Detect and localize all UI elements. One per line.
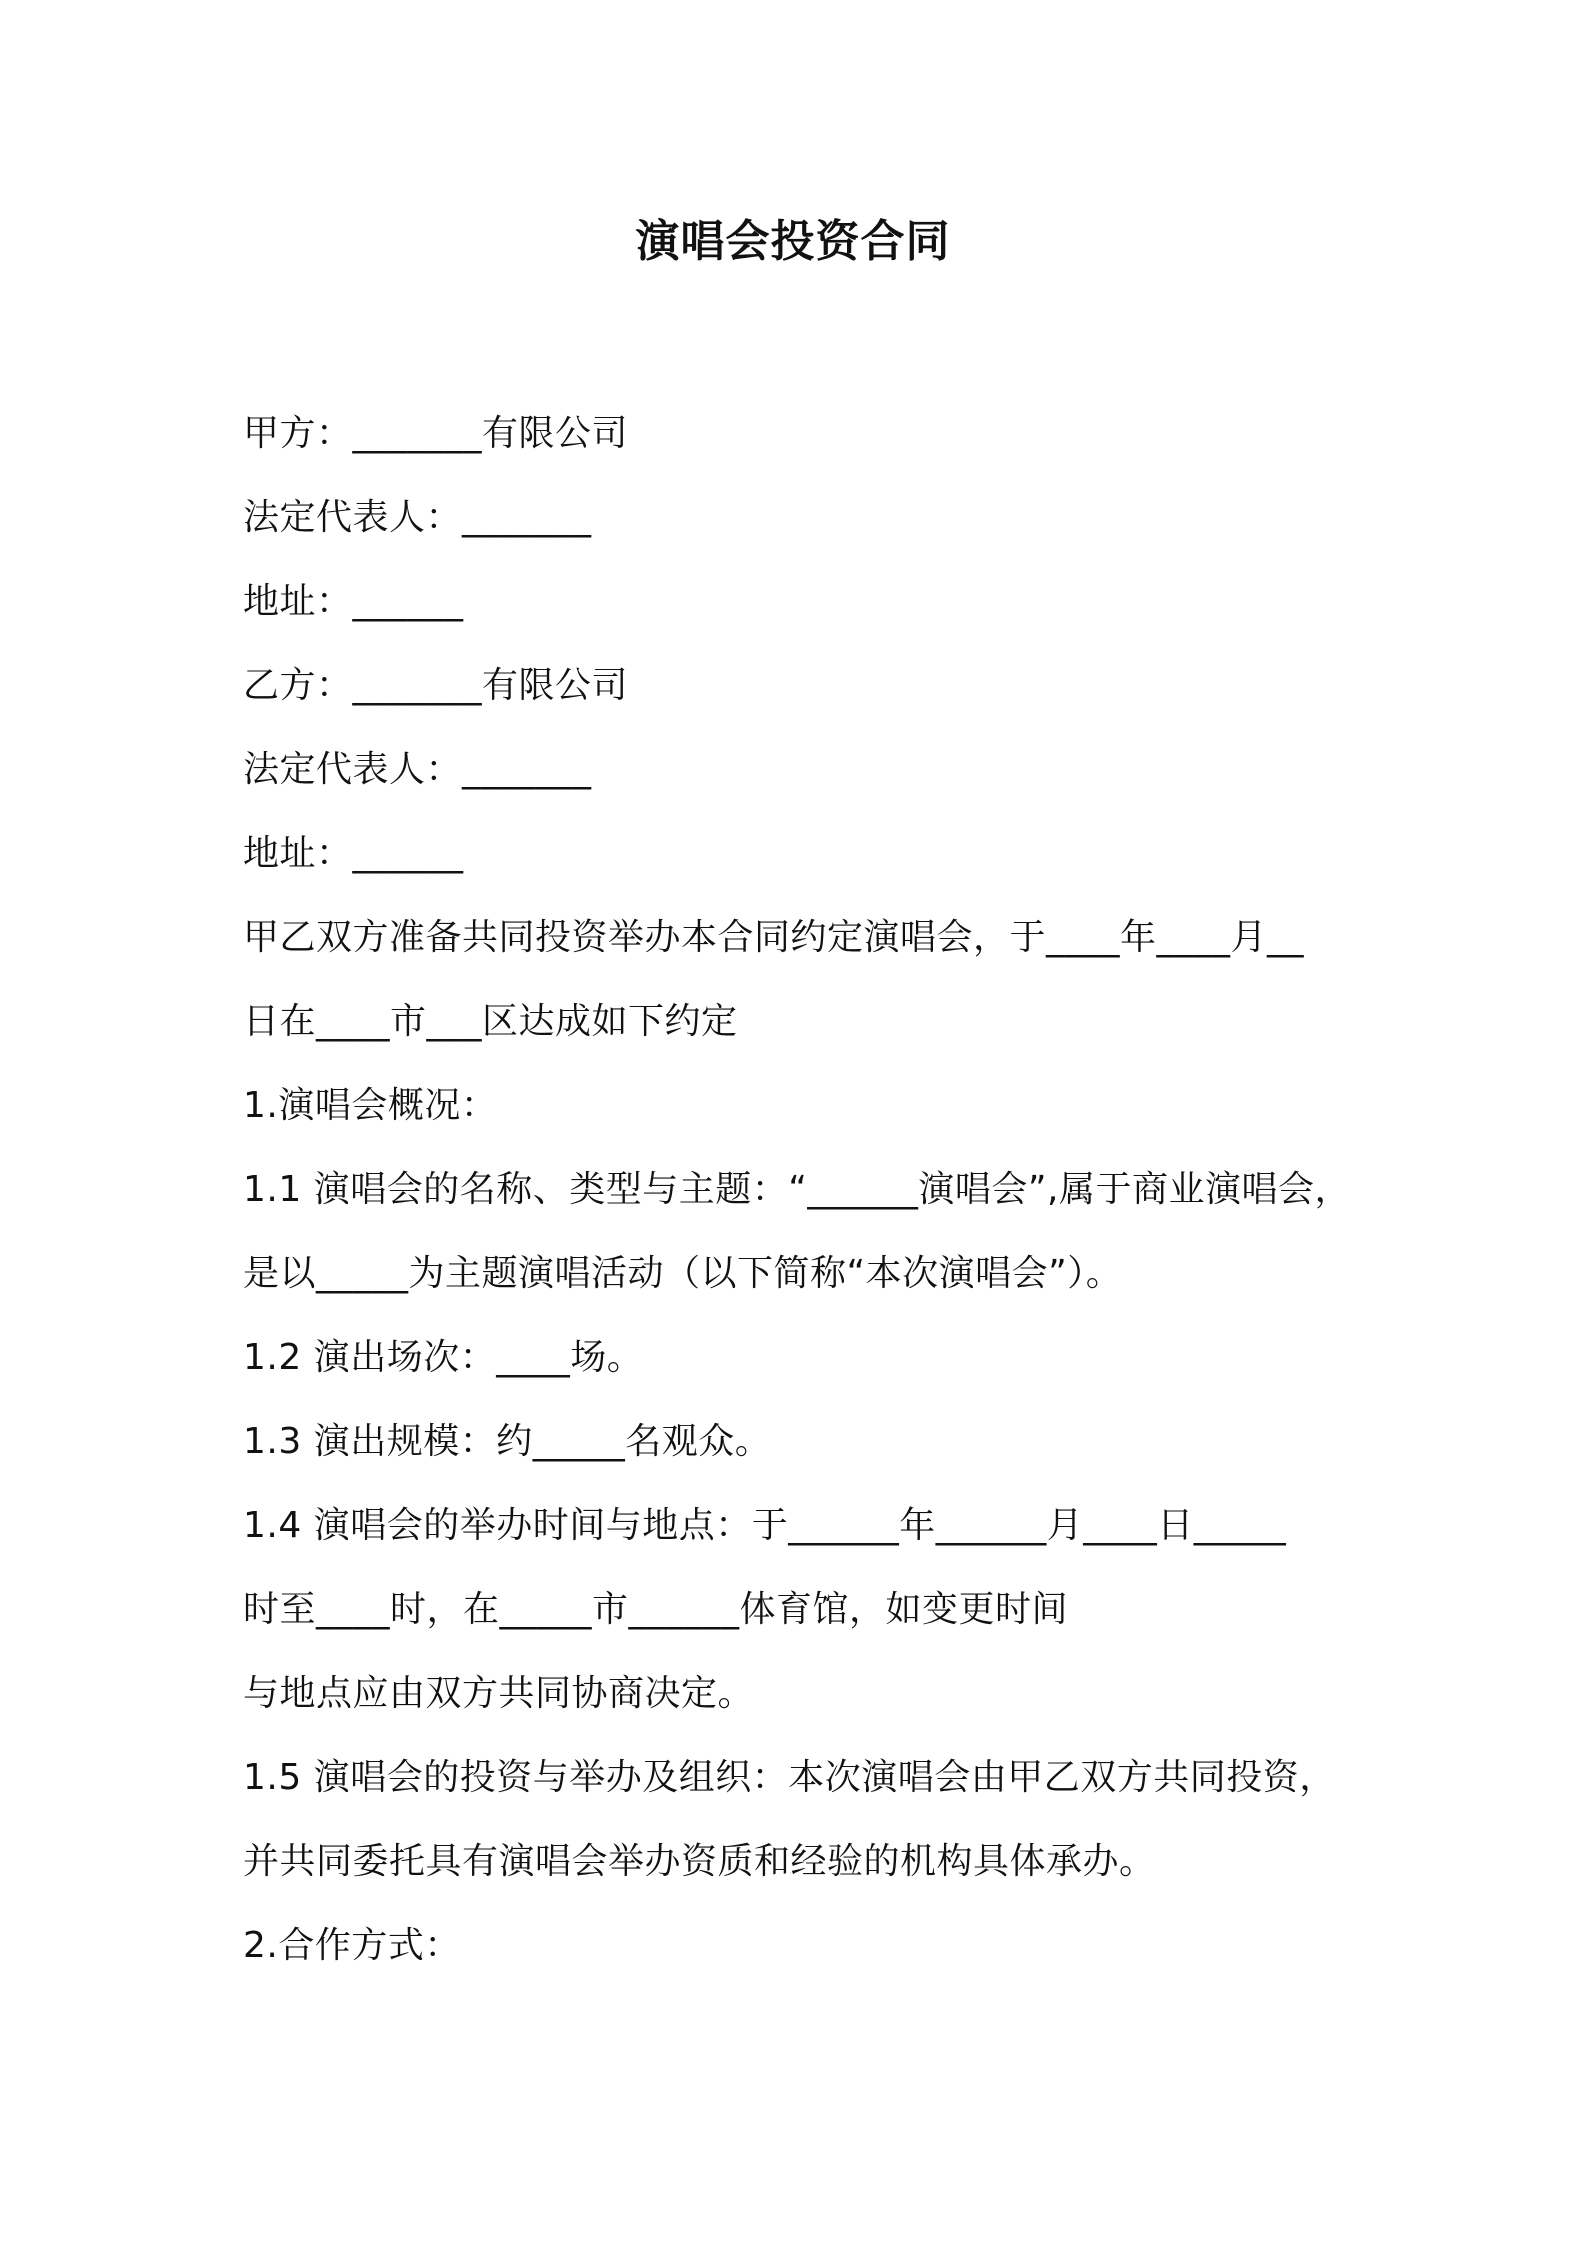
party-a-line: 甲方：_______有限公司: [243, 413, 629, 454]
clause-line: 1.1 演唱会的名称、类型与主题：“______演唱会”,属于商业演唱会，: [243, 1169, 1351, 1210]
contract-body: [243, 408, 1383, 2004]
clause-line: 1.2 演出场次：____场。: [243, 1337, 644, 1378]
document-title: 演唱会投资合同: [635, 216, 951, 267]
clause-line: 1.5 演唱会的投资与举办及组织：本次演唱会由甲乙双方共同投资，: [243, 1757, 1336, 1798]
clause-line: 1.3 演出规模：约_____名观众。: [243, 1421, 772, 1462]
section-heading: 2.合作方式：: [243, 1925, 461, 1966]
party-a-representative-line: 法定代表人：_______: [243, 497, 592, 538]
section-heading: 1.演唱会概况：: [243, 1085, 498, 1126]
clause-line: 是以_____为主题演唱活动（以下简称“本次演唱会”）。: [243, 1253, 1123, 1294]
preamble-line: 甲乙双方准备共同投资举办本合同约定演唱会，于____年____月__: [243, 917, 1305, 958]
party-a-address-line: 地址：______: [243, 581, 464, 622]
clause-line: 1.4 演唱会的举办时间与地点：于______年______月____日_____: [243, 1505, 1287, 1546]
party-b-address-line: 地址：______: [243, 833, 464, 874]
party-b-line: 乙方：_______有限公司: [243, 665, 629, 706]
preamble-line: 日在____市___区达成如下约定: [243, 1001, 738, 1042]
clause-line: 时至____时，在_____市______体育馆，如变更时间: [243, 1589, 1069, 1630]
clause-line: 并共同委托具有演唱会举办资质和经验的机构具体承办。: [243, 1841, 1156, 1882]
clause-line: 与地点应由双方共同协商决定。: [243, 1673, 755, 1714]
party-b-representative-line: 法定代表人：_______: [243, 749, 592, 790]
